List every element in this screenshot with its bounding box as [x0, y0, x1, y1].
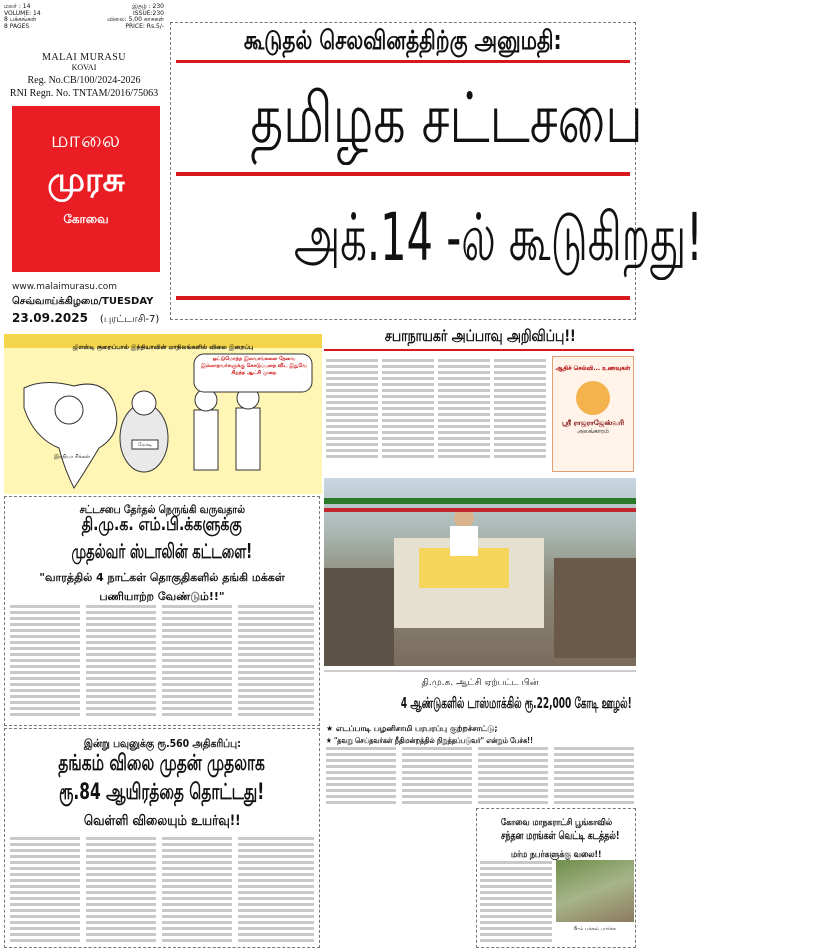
tasmac-headline: 4 ஆண்டுகளில் டாஸ்மாக்கில் ரூ.22,000 கோடி ஊழல்!: [400, 694, 632, 712]
gold-subhead-wrap: [6, 810, 318, 830]
dmk-kicker-wrap: [6, 498, 318, 514]
editorial-cartoon: [4, 334, 322, 494]
issue-label: ISSUE:230: [132, 9, 164, 17]
lead-headline-2: அக்.14 -ல் கூடுகிறது!: [294, 199, 703, 276]
tasmac-bullet-1: ★ எடப்பாடி பழனிசாமி பரபரப்பு குற்றச்சாட்டு;: [326, 724, 498, 733]
sandal-subhead: மர்ம நபர்களுக்கு வலை!!: [510, 850, 602, 860]
rni-number: RNI Regn. No. TNTAM/2016/75063: [9, 88, 159, 99]
lead-rule-bottom: [176, 296, 630, 300]
paper-logo: [12, 106, 160, 272]
masthead-meta: [4, 4, 164, 30]
tasmac-column-4: [554, 744, 634, 806]
gold-column-1: [10, 834, 80, 942]
lead-kicker-wrap: [174, 26, 632, 56]
sandal-kicker: கோவை மாநகராட்சி பூங்காவில்: [500, 818, 612, 828]
tasmac-headline-wrap: [324, 692, 636, 714]
rally-photo-drawing: [324, 478, 636, 666]
lead-headline-1-wrap: [174, 70, 643, 166]
sandal-kicker-wrap: [478, 810, 634, 828]
dmk-column-1: [10, 602, 80, 720]
lead-rule-middle: [176, 172, 630, 176]
dmk-headline-1-wrap: [6, 514, 318, 536]
photo-caption: தி.மு.க. ஆட்சி ஏற்பட்ட பின்: [421, 678, 539, 688]
pages-label-tamil: 8 பக்கங்கள்: [4, 16, 37, 24]
ad-line-2: ஸ்ரீ ராஜராஜேஸ்வரி: [562, 419, 624, 427]
gold-subhead: வெள்ளி விலையும் உயர்வு!!: [83, 813, 241, 829]
ad-line-1: ஆதிச் செல்வி... உணவுகள்: [555, 365, 631, 372]
rally-photo: [324, 478, 636, 666]
ad-line-3: அலங்காரம்: [577, 428, 609, 435]
dmk-subhead-wrap: [10, 566, 314, 603]
dmk-subhead: "வாரத்தில் 4 நாட்கள் தொகுதிகளில் தங்கி மக்கள் பணியாற்ற வேண்டும்!!": [39, 571, 285, 603]
subhead-rule: [324, 349, 634, 351]
lead-column-1: [326, 356, 378, 474]
dmk-headline-2-wrap: [6, 538, 318, 564]
lead-rule-top: [176, 60, 630, 63]
cartoon-caption-bar: [4, 334, 322, 351]
gold-headline-2: ரூ.84 ஆயிரத்தை தொட்டது!: [59, 780, 265, 805]
dmk-column-3: [162, 602, 232, 720]
tasmac-column-1: [326, 744, 396, 806]
gold-kicker-wrap: [6, 732, 318, 748]
dmk-column-2: [86, 602, 156, 720]
masthead-registration: [4, 52, 164, 99]
website-label: www.malaimurasu.com: [12, 282, 118, 292]
ad-deity-image: [576, 381, 610, 415]
dmk-headline-2: முதல்வர் ஸ்டாலின் கட்டளை!: [71, 539, 253, 563]
date-label: 23.09.2025: [12, 311, 88, 325]
sandal-column-1: [480, 858, 552, 942]
price-label: PRICE: Rs.5/-: [125, 22, 164, 30]
lead-headline-2-wrap: [174, 186, 703, 290]
logo-edition: கோவை: [63, 212, 109, 226]
tamil-date-label: (புரட்டாசி-7): [99, 314, 160, 325]
lead-column-3: [438, 356, 490, 474]
gold-headline-2-wrap: [6, 778, 318, 808]
day-label: செவ்வாய்க்கிழமை/TUESDAY: [12, 296, 154, 307]
dmk-headline-1: தி.மு.க. எம்.பி.க்களுக்கு: [81, 514, 243, 535]
paper-name-en: MALAI MURASU: [41, 52, 127, 63]
lead-kicker: கூடுதல் செலவினத்திற்கு அனுமதி:: [244, 26, 562, 56]
tasmac-bullet-1-text: எடப்பாடி பழனிசாமி பரபரப்பு குற்றச்சாட்டு;: [335, 724, 498, 733]
cartoon-caption: ஜிஎஸ்டி குறைப்பால் இந்தியாவின் மாநிலங்களில் விலை இறைப்பு: [72, 344, 254, 351]
volume-label-tamil: மலர் : 14: [4, 3, 31, 10]
gold-headline-1: தங்கம் விலை முதன் முதலாக: [58, 751, 266, 776]
edition-en: KOVAI: [71, 63, 97, 72]
price-label-tamil: விலை: 5.00 காசுகள்: [107, 16, 164, 24]
lead-column-4: [494, 356, 546, 474]
continued-label: 6-ம் பக்கம் பார்க்க: [574, 926, 616, 932]
tasmac-column-2: [402, 744, 472, 806]
sandal-headline: சந்தன மரங்கள் வெட்டி கடத்தல்!: [501, 829, 620, 842]
gold-column-2: [86, 834, 156, 942]
tasmac-bullet-1-wrap: [326, 716, 634, 733]
lead-subhead-wrap: [324, 326, 636, 346]
sandal-photo: [556, 860, 634, 922]
cartoon-label-right: மோடி: [137, 442, 153, 448]
tasmac-bullet-2: ★ "தவறு செய்தவர்கள் நீதிமன்றத்தில் நிறுத்தப்படுவர்" என்றும் பேச்சு!!: [326, 736, 533, 745]
sandal-subhead-wrap: [478, 842, 634, 860]
gold-column-4: [238, 834, 314, 942]
issue-label-tamil: இதழ் : 230: [132, 3, 164, 10]
logo-line-2: முரசு: [47, 160, 125, 200]
cartoon-bubble: ஒட்டுமொத்த இலவசங்களை தேவை இல்லாதவர்களுக்கு கொடுப்பதை விட இதுவே சிறந்த ஆட்சி முறை: [201, 356, 307, 376]
lead-subhead: சபாநாயகர் அப்பாவு அறிவிப்பு!!: [384, 326, 576, 345]
gold-column-3: [162, 834, 232, 942]
dmk-column-4: [238, 602, 314, 720]
advertisement: [552, 356, 634, 472]
photo-text-line: [324, 670, 636, 672]
logo-line-1: மாலை: [50, 128, 122, 153]
photo-text: [324, 668, 636, 675]
tasmac-bullet-2-wrap: [326, 728, 634, 745]
sandal-headline-wrap: [478, 824, 634, 842]
masthead-dateline: [12, 282, 162, 326]
gold-headline-1-wrap: [6, 750, 318, 778]
lead-headline-1: தமிழக சட்டசபை: [250, 77, 643, 159]
gold-kicker: இன்று பவுனுக்கு ரூ.560 அதிகரிப்பு:: [83, 737, 241, 750]
tasmac-column-3: [478, 744, 548, 806]
cartoon-label-left: இந்தியா சிக்கன்: [54, 454, 90, 460]
pages-label: 8 PAGES: [4, 22, 30, 30]
lead-column-2: [382, 356, 434, 474]
dmk-kicker: சட்டசபை தேர்தல் நெருங்கி வருவதால்: [79, 503, 245, 516]
reg-number: Reg. No.CB/100/2024-2026: [27, 75, 141, 86]
tasmac-bullet-2-text: "தவறு செய்தவர்கள் நீதிமன்றத்தில் நிறுத்தப்படுவர்" என்றும் பேச்சு!!: [333, 736, 533, 745]
volume-label: VOLUME: 14: [4, 9, 41, 17]
